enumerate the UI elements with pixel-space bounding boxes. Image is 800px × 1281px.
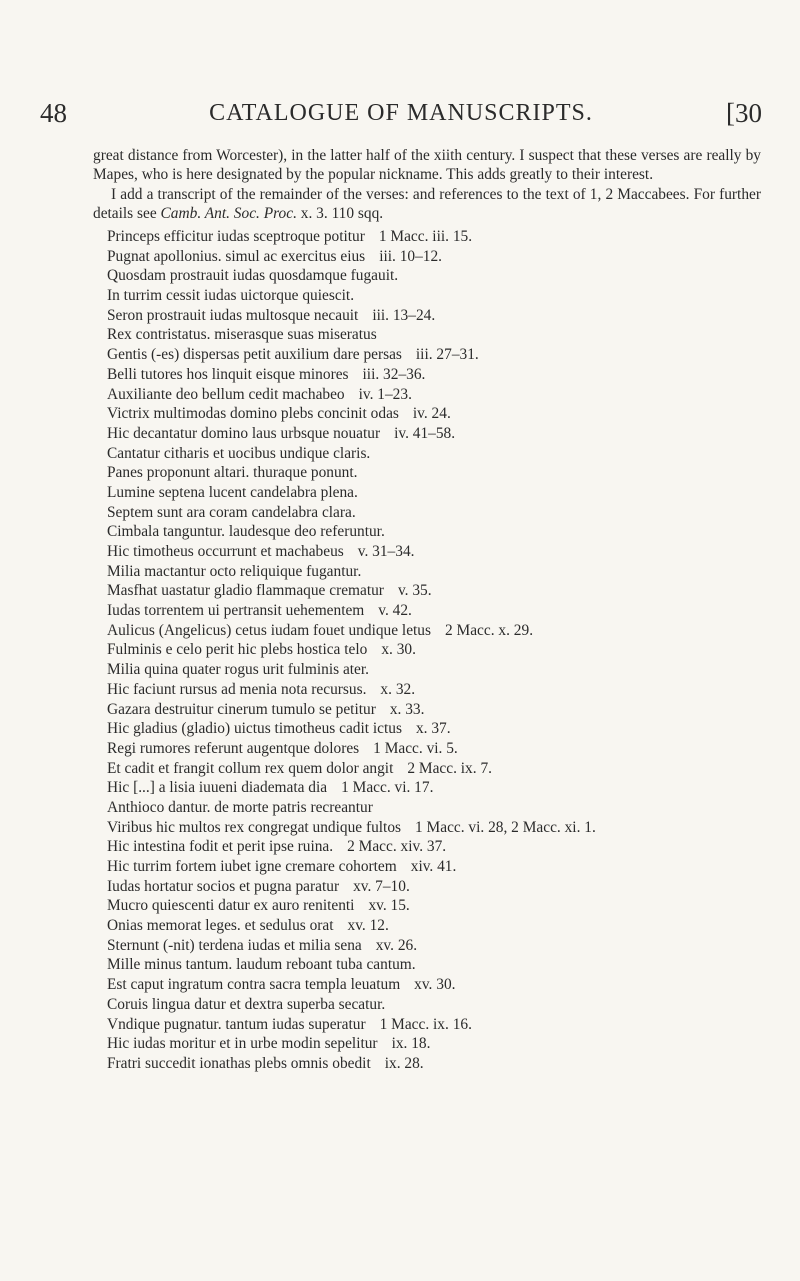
verse-text: Mucro quiescenti datur ex auro renitenti	[107, 897, 355, 915]
verse-line	[107, 778, 767, 798]
verse-reference: 1 Macc. vi. 5.	[373, 739, 458, 757]
verse-line	[107, 542, 767, 562]
verse-reference: 1 Macc. vi. 28, 2 Macc. xi. 1.	[415, 818, 596, 836]
verse-text: Coruis lingua datur et dextra superba secatur.	[107, 995, 386, 1013]
verse-reference: v. 42.	[378, 602, 412, 620]
verse-line	[107, 975, 767, 995]
intro-paragraph-2	[93, 185, 761, 224]
verse-reference: v. 31–34.	[357, 543, 415, 560]
verse-text: Septem sunt ara coram candelabra clara.	[107, 503, 356, 521]
verse-text: Hic [...] a lisia iuueni diademata dia	[107, 779, 328, 797]
intro-paragraph-2-lead: I add a transcript of the remainder of the verses: and references to the text of 1, 2 Maccabees. For further details see	[93, 185, 761, 223]
verse-reference: xv. 30.	[414, 976, 456, 994]
verse-reference: x. 32.	[380, 680, 416, 698]
verse-reference: ix. 28.	[384, 1054, 424, 1072]
verse-reference: 1 Macc. vi. 17.	[341, 779, 434, 797]
verse-text: Victrix multimodas domino plebs concinit odas	[107, 405, 399, 423]
verse-text: Hic timotheus occurrunt et machabeus	[107, 543, 344, 560]
verse-text: Gazara destruitur cinerum tumulo se petitur	[107, 700, 376, 718]
verse-text: Belli tutores hos linquit eisque minores	[107, 365, 349, 383]
verse-text: Iudas torrentem ui pertransit uehementem	[107, 602, 365, 620]
verse-text: Hic gladius (gladio) uictus timotheus cadit ictus	[107, 720, 402, 738]
verse-reference: x. 37.	[415, 720, 451, 738]
verse-line	[107, 227, 767, 247]
introduction-text	[93, 146, 761, 224]
verse-text: Sternunt (-nit) terdena iudas et milia sena	[107, 936, 362, 954]
verse-reference: xv. 7–10.	[353, 877, 410, 895]
page-number: 48	[40, 98, 67, 128]
verse-line	[107, 365, 767, 385]
verse-text: Fratri succedit ionathas plebs omnis obedit	[107, 1054, 371, 1072]
verse-line	[107, 1054, 767, 1074]
verse-line	[107, 562, 767, 582]
verse-line	[107, 444, 767, 464]
verse-reference: iv. 41–58.	[394, 424, 456, 442]
section-number: [30	[726, 98, 762, 128]
verse-text: Hic iudas moritur et in urbe modin sepelitur	[107, 1035, 378, 1053]
verse-line	[107, 463, 767, 483]
verse-text: Cantatur citharis et uocibus undique claris.	[107, 444, 371, 462]
verse-reference: 2 Macc. xiv. 37.	[347, 838, 447, 856]
verse-reference: 2 Macc. x. 29.	[445, 621, 534, 639]
verse-line	[107, 424, 767, 444]
verse-line	[107, 325, 767, 345]
verse-text: Pugnat apollonius. simul ac exercitus eius	[107, 247, 366, 265]
verse-line	[107, 621, 767, 641]
verse-line	[107, 404, 767, 424]
verse-line	[107, 345, 767, 365]
verse-line	[107, 995, 767, 1015]
verse-text: Anthioco dantur. de morte patris recreantur	[107, 798, 373, 816]
verse-line	[107, 385, 767, 405]
verse-line	[107, 266, 767, 286]
verse-text: Milia quina quater rogus urit fulminis ater.	[107, 661, 370, 679]
verse-text: Masfhat uastatur gladio flammaque crematur	[107, 582, 384, 600]
verse-text: Regi rumores referunt augentque dolores	[107, 739, 360, 757]
verse-text: Onias memorat leges. et sedulus orat	[107, 917, 334, 935]
verse-text: Mille minus tantum. laudum reboant tuba cantum.	[107, 956, 416, 974]
verse-line	[107, 522, 767, 542]
verse-text: Auxiliante deo bellum cedit machabeo	[107, 385, 345, 403]
verse-text: Cimbala tanguntur. laudesque deo referuntur.	[107, 523, 385, 541]
verse-text: Quosdam prostrauit iudas quosdamque fugauit.	[107, 267, 399, 285]
verse-reference: x. 30.	[381, 641, 416, 659]
verse-line	[107, 916, 767, 936]
verse-line	[107, 798, 767, 818]
verse-line	[107, 719, 767, 739]
verse-line	[107, 837, 767, 857]
verse-line	[107, 1034, 767, 1054]
verse-line	[107, 896, 767, 916]
verse-reference: iii. 10–12.	[379, 247, 443, 265]
verse-text: Hic intestina fodit et perit ipse ruina.	[107, 838, 334, 856]
verse-reference: iv. 24.	[412, 405, 451, 423]
verse-reference: xiv. 41.	[410, 858, 457, 875]
verse-text: Princeps efficitur iudas sceptroque potitur	[107, 228, 365, 245]
verse-line	[107, 306, 767, 326]
verse-reference: xv. 26.	[375, 936, 418, 954]
verse-line	[107, 483, 767, 503]
verse-reference: iii. 13–24.	[372, 306, 436, 324]
verse-text: Aulicus (Angelicus) cetus iudam fouet undique letus	[107, 621, 431, 639]
verse-line	[107, 503, 767, 523]
verse-line	[107, 1015, 767, 1035]
verse-reference: xv. 15.	[368, 897, 410, 915]
verse-text: Milia mactantur octo reliquique fugantur.	[107, 562, 362, 580]
verse-text: Panes proponunt altari. thuraque ponunt.	[107, 464, 358, 482]
verse-line	[107, 857, 767, 877]
verse-text: Rex contristatus. miserasque suas miseratus	[107, 326, 377, 344]
verse-text: Est caput ingratum contra sacra templa leuatum	[107, 976, 401, 994]
verse-text: Lumine septena lucent candelabra plena.	[107, 483, 358, 501]
intro-paragraph-1: great distance from Worcester), in the latter half of the xiith century. I suspect that these verses are really by Mapes, who is here designated by the popular nickname. This adds greatly to their interest.	[93, 147, 761, 184]
verse-line	[107, 286, 767, 306]
verse-reference: 1 Macc. ix. 16.	[379, 1015, 472, 1033]
verse-line	[107, 877, 767, 897]
verse-text: Gentis (-es) dispersas petit auxilium dare persas	[107, 346, 402, 364]
verse-reference: ix. 18.	[391, 1035, 431, 1053]
verse-line	[107, 818, 767, 838]
verse-reference: v. 35.	[397, 582, 432, 600]
verse-line	[107, 581, 767, 601]
verse-reference: iii. 32–36.	[362, 365, 426, 383]
verse-text: Hic decantatur domino laus urbsque nouatur	[107, 424, 381, 442]
verse-text: Hic faciunt rursus ad menia nota recursus.	[107, 680, 367, 698]
verse-text: Vndique pugnatur. tantum iudas superatur	[107, 1015, 366, 1033]
verse-reference: iii. 27–31.	[415, 346, 479, 364]
verse-text: Seron prostrauit iudas multosque necauit	[107, 306, 359, 324]
verse-text: Viribus hic multos rex congregat undique fultos	[107, 818, 402, 836]
verse-line	[107, 955, 767, 975]
verse-line	[107, 660, 767, 680]
verse-reference: xv. 12.	[347, 917, 389, 935]
verse-line	[107, 759, 767, 779]
verse-line	[107, 601, 767, 621]
verse-text: In turrim cessit iudas uictorque quiescit.	[107, 287, 355, 305]
verse-transcript	[107, 227, 767, 1074]
verse-reference: iv. 1–23.	[358, 385, 412, 403]
verse-line	[107, 680, 767, 700]
verse-text: Et cadit et frangit collum rex quem dolor angit	[107, 759, 394, 777]
verse-line	[107, 936, 767, 956]
verse-line	[107, 247, 767, 267]
verse-line	[107, 700, 767, 720]
verse-line	[107, 739, 767, 759]
verse-reference: 1 Macc. iii. 15.	[378, 228, 473, 245]
intro-paragraph-2-tail: x. 3. 110 sqq.	[300, 205, 384, 223]
verse-text: Iudas hortatur socios et pugna paratur	[107, 877, 340, 895]
verse-line	[107, 640, 767, 660]
running-title: CATALOGUE OF MANUSCRIPTS.	[209, 100, 593, 126]
running-header	[40, 98, 762, 128]
verse-reference: 2 Macc. ix. 7.	[407, 759, 492, 777]
verse-text: Hic turrim fortem iubet igne cremare cohortem	[107, 858, 397, 875]
journal-citation: Camb. Ant. Soc. Proc.	[160, 205, 297, 223]
verse-reference: x. 33.	[389, 700, 425, 718]
verse-text: Fulminis e celo perit hic plebs hostica telo	[107, 641, 368, 659]
